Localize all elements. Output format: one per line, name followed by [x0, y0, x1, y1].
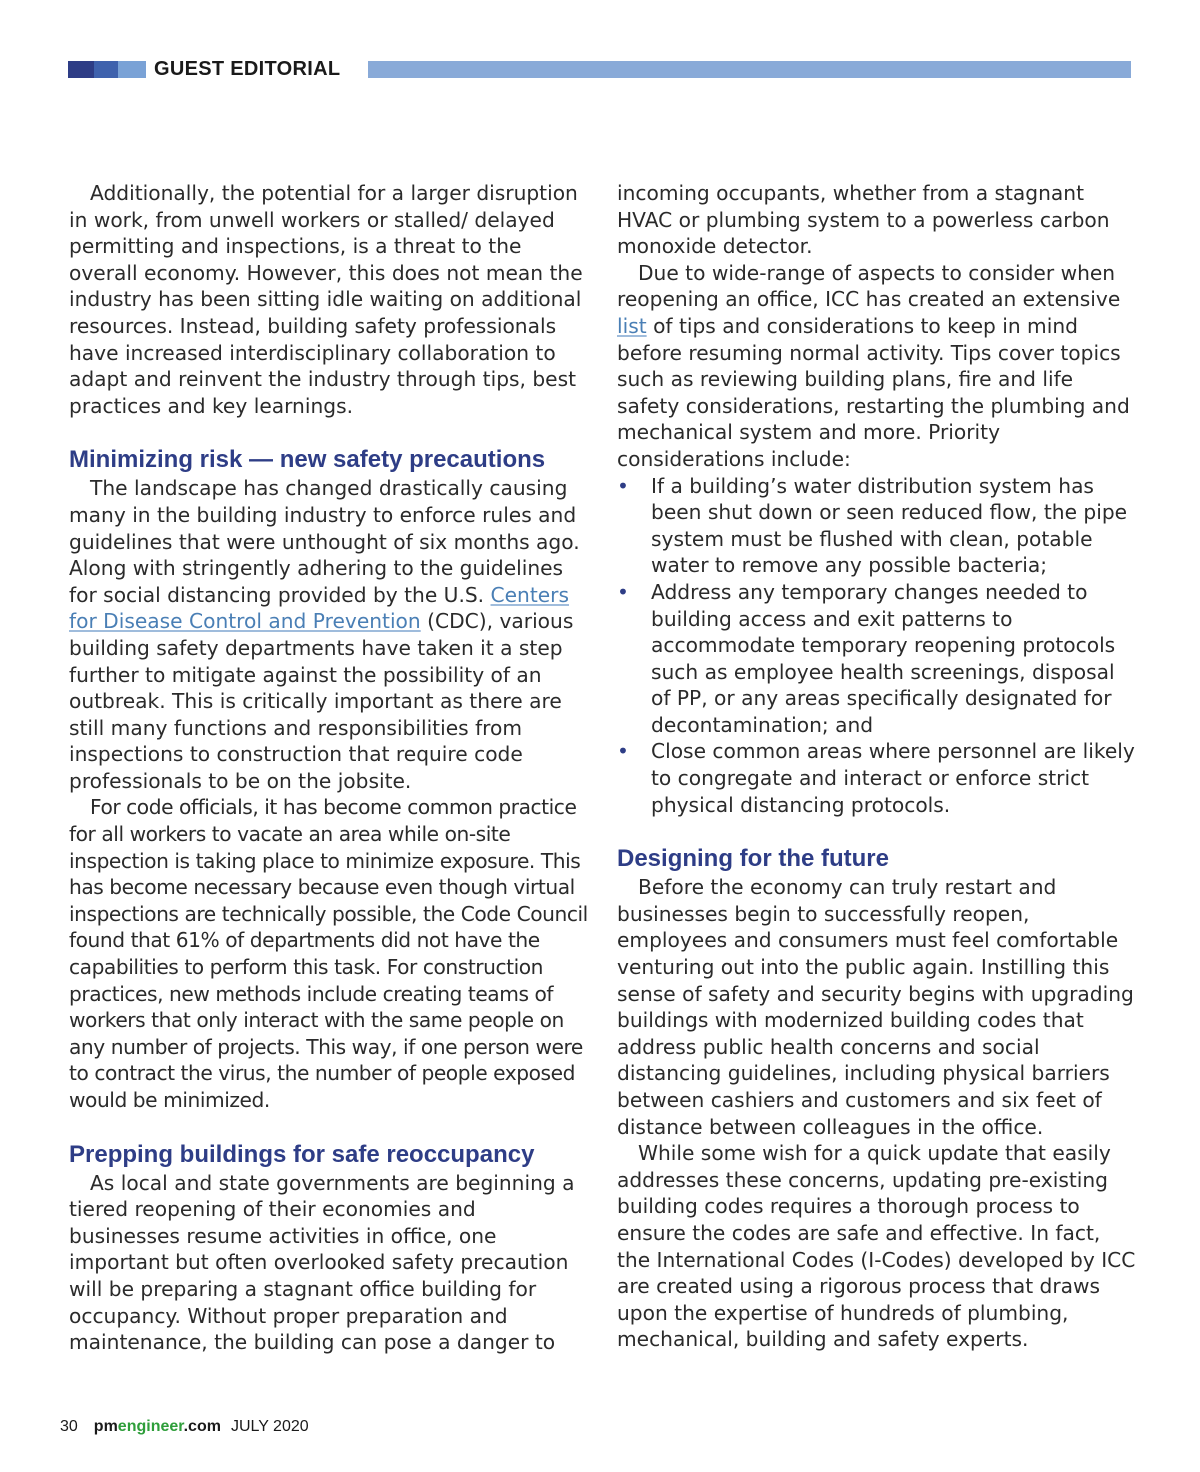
bullet-icon: •	[617, 579, 629, 604]
paragraph: Additionally, the potential for a larger disruption in work, from unwell workers or stalled/ delayed permitting and inspections, is a threat to the overall economy. However, this does not mean the industry has been sitting idle waiting on additional resources. Instead, building safety professionals have increased interdisciplinary collaboration to adapt and reinvent the industry through tips, best practices and key learnings.	[69, 181, 583, 418]
paragraph: As local and state governments are beginning a tiered reopening of their economies and businesses resume activities in office, one important but often overlooked safety precaution will be preparing a stagnant office building for occupancy. Without proper preparation and maintenance, the building can pose a danger to	[69, 1170, 575, 1355]
paragraph: While some wish for a quick update that easily addresses these concerns, updating pre-existing building codes requires a thorough process to ensure the codes are safe and effective. In fact, the International Codes (I-Codes) developed by ICC are created using a rigorous process that draws upon the expertise of hundreds of plumbing, mechanical, building and safety experts.	[617, 1141, 1136, 1352]
bullet-icon: •	[617, 473, 629, 498]
header-rule	[368, 61, 1131, 78]
header-block-light	[118, 61, 146, 78]
list-item: • If a building’s water distribution system has been shut down or seen reduced flow, the pipe system must be flushed with clean, potable water to remove any possible bacteria;	[617, 473, 1128, 578]
paragraph: Before the economy can truly restart and businesses begin to successfully reopen, employees and consumers must feel comfortable venturing out into the public again. Instilling this sense of safety and security begins with upgrading buildings with modernized building codes that address public health concerns and social distancing guidelines, including physical barriers between cashiers and customers and six feet of distance between colleagues in the office.	[617, 875, 1134, 1139]
paragraph: For code officials, it has become common practice for all workers to vacate an area while on-site inspection is taking place to minimize exposure. This has become necessary because even though virtual inspections are technically possible, the Code Council found that 61% of departments did not have the capabilities to perform this task. For construction practices, new methods include creating teams of workers that only interact with the same people on any number of projects. This way, if one person were to contract the virus, the number of people exposed would be minimized.	[69, 795, 588, 1112]
header-block-dark	[68, 61, 94, 78]
paragraph: incoming occupants, whether from a stagnant HVAC or plumbing system to a powerless carbon monoxide detector.	[617, 181, 1110, 259]
bullet-icon: •	[617, 739, 629, 764]
header-block-mid	[94, 61, 118, 78]
page-number: 30	[60, 1418, 78, 1435]
list-link[interactable]: list	[617, 313, 647, 338]
section-header	[68, 58, 1131, 80]
section-heading: Designing for the future	[617, 845, 889, 873]
cdc-link[interactable]: Centers for Disease Control and Prevention	[69, 582, 569, 634]
paragraph: Due to wide-range of aspects to consider when reopening an office, ICC has created an extensive list of tips and considerations to keep in mind before resuming normal activity. Tips cover topics such as reviewing building plans, fire and life safety considerations, restarting the plumbing and mechanical system and more. Priority considerations include:	[617, 260, 1130, 471]
section-heading: Minimizing risk — new safety precautions	[69, 446, 546, 474]
section-label: GUEST EDITORIAL	[154, 58, 341, 80]
site-brand[interactable]: pmengineer.com	[93, 1418, 221, 1435]
issue-date: JULY 2020	[230, 1418, 309, 1435]
list-item: • Close common areas where personnel are likely to congregate and interact or enforce strict physical distancing protocols.	[617, 739, 1135, 817]
paragraph: The landscape has changed drastically causing many in the building industry to enforce rules and guidelines that were unthought of six months ago. Along with stringently adhering to the guidelines for social distancing provided by the U.S. Centers for Disease Control and Prevention (CDC), various building safety departments have taken it a step further to mitigate against the possibility of an outbreak. This is critically important as there are still many functions and responsibilities from inspections to construction that require code professionals to be on the jobsite.	[69, 476, 580, 793]
right-column	[617, 180, 1137, 1353]
section-heading: Prepping buildings for safe reoccupancy	[69, 1140, 535, 1168]
bullet-list	[617, 473, 1137, 819]
left-column	[69, 180, 589, 1356]
page-footer	[60, 1418, 309, 1436]
list-item: • Address any temporary changes needed to building access and exit patterns to accommodate temporary reopening protocols such as employee health screenings, disposal of PP, or any areas specifically designated for decontamination; and	[617, 579, 1116, 737]
